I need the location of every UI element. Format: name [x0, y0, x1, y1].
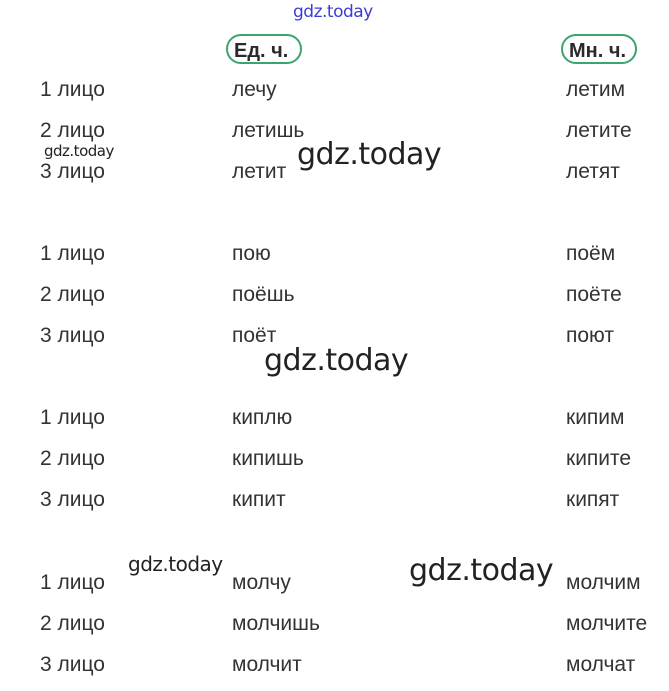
- person-label: 1 лицо: [40, 571, 105, 594]
- plural-form: летим: [566, 78, 626, 101]
- watermark: gdz.today: [409, 553, 554, 588]
- header-plural: Мн. ч.: [561, 34, 637, 64]
- plural-form: молчите: [566, 612, 648, 635]
- watermark: gdz.today: [128, 552, 223, 576]
- singular-form: кипит: [232, 488, 286, 511]
- plural-form: поёте: [566, 283, 622, 306]
- person-label: 2 лицо: [40, 447, 105, 470]
- watermark: gdz.today: [44, 142, 114, 160]
- plural-form: поём: [566, 242, 616, 265]
- plural-form: кипим: [566, 406, 625, 429]
- watermark: gdz.today: [264, 343, 409, 378]
- person-label: 3 лицо: [40, 488, 105, 511]
- person-label: 1 лицо: [40, 78, 105, 101]
- singular-form: кипишь: [232, 447, 304, 470]
- singular-form: киплю: [232, 406, 293, 429]
- singular-form: молчишь: [232, 612, 320, 635]
- singular-form: молчу: [232, 571, 291, 594]
- singular-form: пою: [232, 242, 271, 265]
- plural-form: поют: [566, 324, 614, 347]
- person-label: 2 лицо: [40, 119, 105, 142]
- plural-form: кипят: [566, 488, 620, 511]
- singular-form: молчит: [232, 653, 302, 676]
- person-label: 3 лицо: [40, 324, 105, 347]
- person-label: 3 лицо: [40, 653, 105, 676]
- header-singular: Ед. ч.: [226, 34, 302, 64]
- person-label: 1 лицо: [40, 242, 105, 265]
- person-label: 2 лицо: [40, 283, 105, 306]
- watermark: gdz.today: [297, 137, 442, 172]
- plural-form: летят: [566, 160, 620, 183]
- singular-form: лечу: [232, 78, 277, 101]
- singular-form: поёт: [232, 324, 277, 347]
- singular-form: летишь: [232, 119, 305, 142]
- plural-form: летите: [566, 119, 632, 142]
- plural-form: кипите: [566, 447, 632, 470]
- person-label: 3 лицо: [40, 160, 105, 183]
- plural-form: молчат: [566, 653, 636, 676]
- watermark-top: gdz.today: [293, 2, 373, 22]
- person-label: 2 лицо: [40, 612, 105, 635]
- singular-form: летит: [232, 160, 287, 183]
- plural-form: молчим: [566, 571, 641, 594]
- singular-form: поёшь: [232, 283, 295, 306]
- person-label: 1 лицо: [40, 406, 105, 429]
